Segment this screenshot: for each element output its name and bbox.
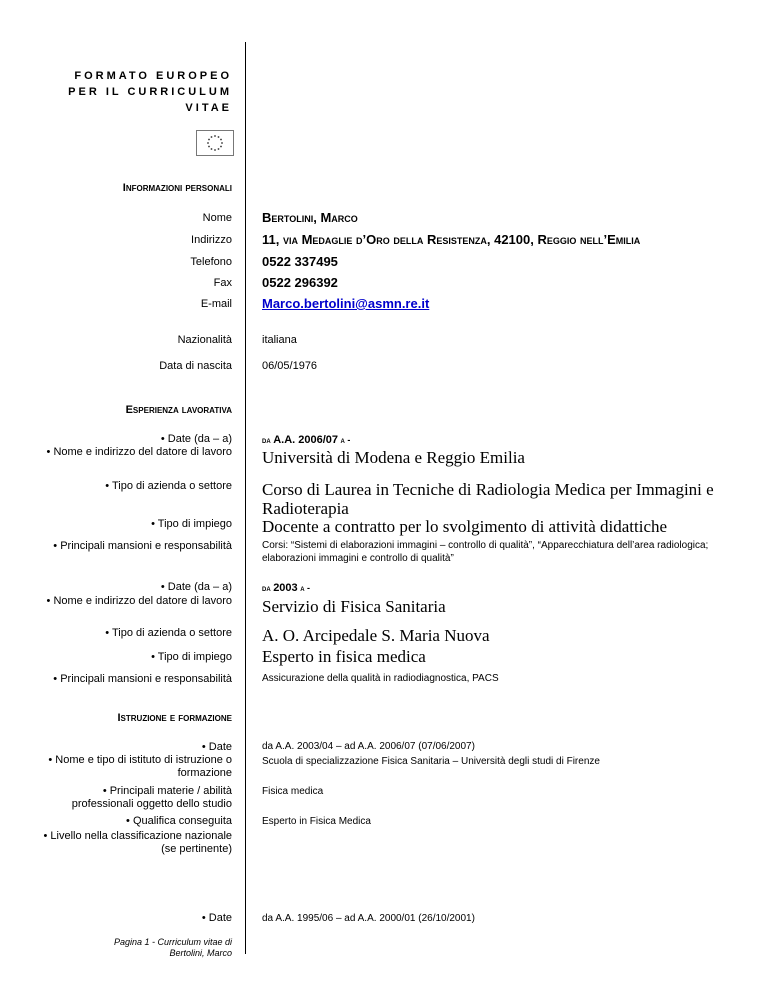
section-personal-info: Informazioni personali: [122, 182, 232, 194]
job2-duties: Assicurazione della qualità in radiodiagnostica, PACS: [262, 673, 499, 684]
nazionalita-value: italiana: [262, 334, 297, 346]
edu2-date-label: • Date: [201, 912, 232, 924]
job2-duties-label: • Principali mansioni e responsabilità: [53, 673, 232, 685]
edu2-date: da A.A. 1995/06 – ad A.A. 2000/01 (26/10/2001): [262, 913, 475, 924]
job2-sector: A. O. Arcipedale S. Maria Nuova: [262, 626, 490, 645]
job1-type-label: • Tipo di impiego: [151, 518, 232, 530]
edu1-level-label: • Livello nella classificazione nazionale (se pertinente): [43, 830, 232, 855]
section-education: Istruzione e formazione: [117, 712, 232, 724]
job2-date-label: • Date (da – a): [160, 581, 232, 593]
nascita-label: Data di nascita: [159, 360, 232, 372]
nome-value: Bertolini, Marco: [262, 210, 358, 225]
indirizzo-value: 11, via Medaglie d’Oro della Resistenza, 42100, Reggio nell’Emilia: [262, 232, 641, 247]
job1-date-label: • Date (da – a): [160, 433, 232, 445]
edu1-qualification-label: • Qualifica conseguita: [126, 815, 232, 827]
job2-date: [262, 582, 732, 595]
job1-date: [262, 434, 732, 447]
email-label: E-mail: [200, 298, 232, 310]
edu1-institute: Scuola di specializzazione Fisica Sanitaria – Università degli studi di Firenze: [262, 756, 600, 767]
footer-line-1: Pagina 1 - Curriculum vitae di: [113, 937, 232, 947]
job1-type: Docente a contratto per lo svolgimento di attività didattiche: [262, 517, 668, 536]
indirizzo-label: Indirizzo: [191, 234, 232, 246]
job2-sector-label: • Tipo di azienda o settore: [105, 627, 232, 639]
job1-date-value: A.A. 2006/07: [273, 434, 339, 446]
edu1-institute-label: • Nome e tipo di istituto di istruzione o formazione: [48, 754, 232, 779]
edu1-subjects-label: • Principali materie / abilità professionali oggetto dello studio: [71, 785, 232, 810]
job1-sector-label: • Tipo di azienda o settore: [105, 480, 232, 492]
column-divider: [245, 42, 246, 954]
job2-date-value: 2003: [273, 582, 298, 594]
job2-date-suffix: a -: [300, 583, 311, 593]
telefono-value: 0522 337495: [262, 254, 338, 269]
job1-date-suffix: a -: [340, 435, 351, 445]
section-work-experience: Esperienza lavorativa: [125, 404, 232, 416]
job2-employer: Servizio di Fisica Sanitaria: [262, 597, 446, 616]
header-line-2: PER IL CURRICULUM: [68, 86, 232, 98]
job2-employer-label: • Nome e indirizzo del datore di lavoro: [46, 595, 232, 607]
edu1-date-label: • Date: [201, 741, 232, 753]
eu-flag-icon: [196, 130, 234, 156]
email-link[interactable]: Marco.bertolini@asmn.re.it: [262, 296, 430, 311]
job1-date-prefix: da: [262, 435, 271, 445]
job2-type-label: • Tipo di impiego: [151, 651, 232, 663]
job1-employer-label: • Nome e indirizzo del datore di lavoro: [46, 446, 232, 458]
job1-duties-label: • Principali mansioni e responsabilità: [53, 540, 232, 552]
fax-label: Fax: [213, 277, 232, 289]
fax-value: 0522 296392: [262, 275, 338, 290]
job1-duties: Corsi: “Sistemi di elaborazioni immagini – controllo di qualità”, “Apparecchiatura dell’area radiologica; elaborazioni immagini e controllo di qualità”: [262, 540, 709, 564]
edu1-date: da A.A. 2003/04 – ad A.A. 2006/07 (07/06/2007): [262, 741, 475, 752]
telefono-label: Telefono: [190, 256, 232, 268]
nome-label: Nome: [202, 212, 232, 224]
nascita-value: 06/05/1976: [262, 360, 318, 372]
nazionalita-label: Nazionalità: [177, 334, 232, 346]
header-line-3: VITAE: [185, 102, 232, 114]
edu1-subjects: Fisica medica: [262, 786, 324, 797]
cv-header: [60, 68, 232, 116]
header-line-1: FORMATO EUROPEO: [74, 70, 232, 82]
job1-employer: Università di Modena e Reggio Emilia: [262, 448, 525, 467]
job2-type: Esperto in fisica medica: [262, 647, 426, 666]
footer-line-2: Bertolini, Marco: [169, 948, 232, 958]
page-footer: [60, 937, 232, 959]
job2-date-prefix: da: [262, 583, 271, 593]
edu1-qualification: Esperto in Fisica Medica: [262, 816, 371, 827]
job1-sector: Corso di Laurea in Tecniche di Radiologia Medica per Immagini e Radioterapia: [262, 480, 714, 518]
